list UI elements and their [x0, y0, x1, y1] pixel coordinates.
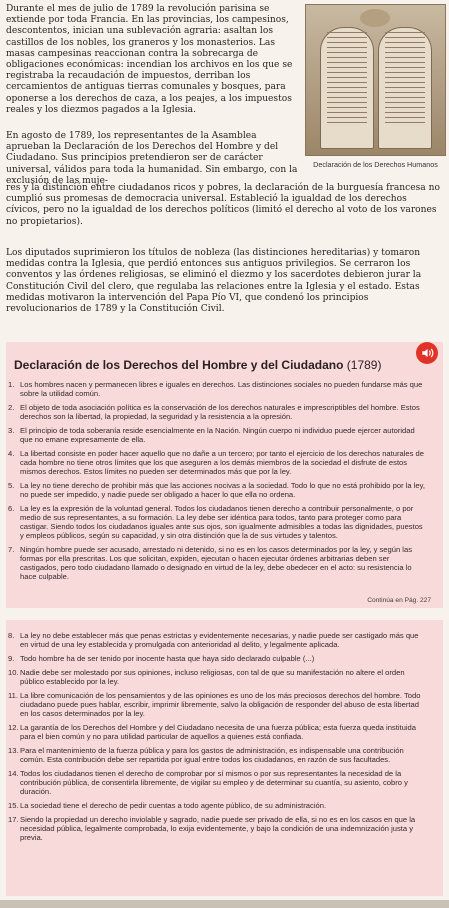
continues-note: Continúa en Pág. 227	[367, 597, 431, 604]
article-item	[8, 815, 428, 842]
article-text: La garantía de los Derechos del Hombre y del Ciudadano necesita de una fuerza pública; esta fuerza queda instituida para el bien común y no para utilidad particular de aquellos a quienes está confiada.	[20, 723, 416, 741]
article-item	[8, 545, 428, 581]
article-number: 13.	[8, 746, 19, 755]
article-number: 6.	[8, 504, 15, 513]
left-tablet	[320, 27, 374, 149]
article-item	[8, 691, 428, 718]
right-tablet	[378, 27, 432, 149]
article-item	[8, 449, 428, 476]
article-item	[8, 668, 428, 686]
article-text: Todo hombre ha de ser tenido por inocente hasta que haya sido declarado culpable (...)	[20, 654, 315, 663]
article-number: 7.	[8, 545, 15, 554]
article-number: 4.	[8, 449, 15, 458]
intro-text-3: Los diputados suprimieron los títulos de nobleza (las distinciones hereditarias) y tomaron medidas contra la Iglesia, que perdió entonces sus antiguos privilegios. Se cerraron los conventos y las órdenes religiosas, se eliminó el diezmo y los sacerdotes debieron jurar la Constitución Civil del clero, que regulaba las relaciones entre la Iglesia y el estado. Estas medidas motivaron la intervención del Papa Pío VI, que condenó los principios revolucionarios de 1789 y la Constitución Civil.	[6, 248, 422, 315]
article-number: 10.	[8, 668, 19, 677]
article-text: El objeto de toda asociación política es la conservación de los derechos naturales e imprescriptibles del hombre. Estos derechos son la libertad, la propiedad, la seguridad y la resistencia a la opresión.	[20, 403, 420, 421]
article-item	[8, 769, 428, 796]
article-text: Ningún hombre puede ser acusado, arrestado ni detenido, si no es en los casos determinados por la ley, y según las formas por ella prescritas. Los que solicitan, expiden, ejecutan o hacen ejecutar órdenes arbitrarias deben ser castigados, pero todo ciudadano llamado o designado en virtud de la ley, debe obedecer en el acto: su resistencia lo hace culpable.	[20, 545, 413, 581]
declaration-title	[14, 358, 381, 372]
article-item	[8, 723, 428, 741]
article-text: Para el mantenimiento de la fuerza pública y para los gastos de administración, es indispensable una contribución común. Esta contribución debe ser repartida por igual entre todos los ciudadanos, en razón de sus facultades.	[20, 746, 404, 764]
article-number: 8.	[8, 631, 15, 640]
article-item	[8, 380, 428, 398]
article-item	[8, 426, 428, 444]
article-number: 5.	[8, 481, 15, 490]
article-item	[8, 631, 428, 649]
article-text: Siendo la propiedad un derecho inviolable y sagrado, nadie puede ser privado de ella, si no es en los casos en que la necesidad pública, legalmente comprobada, lo exija evidentemente, y bajo la condición de una indemnización justa y previa.	[20, 815, 416, 842]
article-number: 9.	[8, 654, 15, 663]
angel-figure	[360, 9, 390, 27]
articles-list-1	[8, 380, 428, 586]
figure-caption: Declaración de los Derechos Humanos	[313, 160, 438, 169]
article-number: 11.	[8, 691, 18, 700]
article-text: La ley no debe establecer más que penas estrictas y evidentemente necesarias, y nadie puede ser castigado más que en virtud de una ley establecida y promulgada con anterioridad al delito, y legalmente aplicada.	[20, 631, 419, 649]
article-item	[8, 481, 428, 499]
article-text: Todos los ciudadanos tienen el derecho de comprobar por sí mismos o por sus representantes la necesidad de la contribución pública, de consentirla libremente, de vigilar su empleo y de determinar su cuantía, su asiento, cobro y duración.	[20, 769, 408, 796]
declaration-year: (1789)	[346, 358, 382, 372]
declaration-title-text: Declaración de los Derechos del Hombre y del Ciudadano	[14, 358, 344, 372]
articles-list-2	[8, 631, 428, 847]
speaker-icon[interactable]	[416, 342, 438, 364]
page-edge	[0, 900, 449, 908]
article-text: Nadie debe ser molestado por sus opiniones, incluso religiosas, con tal de que su manifestación no altere el orden público establecido por la ley.	[20, 668, 405, 686]
intro-text-2a: En agosto de 1789, los representantes de la Asamblea aprueban la Declaración de los Derechos del Hombre y del Ciudadano. Sus principios pretendieron ser de carácter universal, válidos para toda la humanidad. Sin embargo, con la exclusión de las muje-	[6, 131, 298, 186]
article-number: 3.	[8, 426, 15, 435]
article-number: 2.	[8, 403, 15, 412]
article-text: La ley es la expresión de la voluntad general. Todos los ciudadanos tienen derecho a contribuir personalmente, o por medio de sus representantes, a su formación. La ley debe ser idéntica para todos, tanto para proteger como para castigar. Siendo todos los ciudadanos iguales ante sus ojos, son igualmente admisibles a todas las dignidades, puestos y empleos públicos, según su capacidad, y sin otra distinción que la de sus virtudes y talentos.	[20, 504, 423, 540]
article-text: La ley no tiene derecho de prohibir más que las acciones nocivas a la sociedad. Todo lo que no está prohibido por la ley, no puede ser impedido, y nadie puede ser obligado a hacer lo que ella no ordena.	[20, 481, 425, 499]
article-text: La sociedad tiene el derecho de pedir cuentas a todo agente público, de su administración.	[20, 801, 327, 810]
article-item	[8, 654, 428, 663]
declaration-engraving-image	[305, 4, 446, 156]
article-text: El principio de toda soberanía reside esencialmente en la Nación. Ningún cuerpo ni individuo puede ejercer autoridad que no emane expresamente de ella.	[20, 426, 415, 444]
article-item	[8, 746, 428, 764]
article-number: 14.	[8, 769, 19, 778]
intro-text-1: Durante el mes de julio de 1789 la revolución parisina se extiende por toda Francia. En las provincias, los campesinos, descontentos, inician una sublevación agraria: asaltan los castillos de los nobles, los graneros y los monasterios. Las masas campesinas reaccionan contra la sobrecarga de obligaciones económicas: incendian los archivos en los que se registraba la recaudación de impuestos, derriban los cercamientos de antiguas tierras comunales y bosques, para oponerse a los derechos de caza, a los peajes, a los impuestos reales y los diezmos pagados a la Iglesia.	[6, 4, 293, 115]
article-item	[8, 801, 428, 810]
intro-text-2b: res y la distinción entre ciudadanos ricos y pobres, la declaración de la burguesía francesa no cumplió sus promesas de democracia universal. Estableció la igualdad de los derechos cívicos, pero no la igualdad de los derechos políticos (limitó el derecho al voto de los varones no propietarios).	[6, 183, 440, 227]
article-text: Los hombres nacen y permanecen libres e iguales en derechos. Las distinciones sociales no pueden fundarse más que sobre la utilidad común.	[20, 380, 423, 398]
intro-paragraph-2-cont	[6, 183, 442, 236]
article-item	[8, 504, 428, 540]
article-number: 1.	[8, 380, 15, 389]
article-item	[8, 403, 428, 421]
intro-paragraph-3	[6, 248, 442, 323]
article-number: 17.	[8, 815, 19, 824]
article-text: La libre comunicación de los pensamientos y de las opiniones es uno de los más preciosos derechos del hombre. Todo ciudadano puede pues hablar, escribir, imprimir libremente, salvo la obligación de responder del abuso de esta libertad en los casos determinados por la ley.	[20, 691, 421, 718]
article-number: 15.	[8, 801, 19, 810]
intro-paragraph-1	[6, 4, 298, 124]
article-text: La libertad consiste en poder hacer aquello que no dañe a un tercero; por tanto el ejercicio de los derechos naturales de cada hombre no tiene otros límites que los que aseguren a los demás miembros de la sociedad el disfrute de estos mismos derechos. Estos límites no pueden ser determinados más que por la ley.	[20, 449, 425, 476]
article-number: 12.	[8, 723, 19, 732]
